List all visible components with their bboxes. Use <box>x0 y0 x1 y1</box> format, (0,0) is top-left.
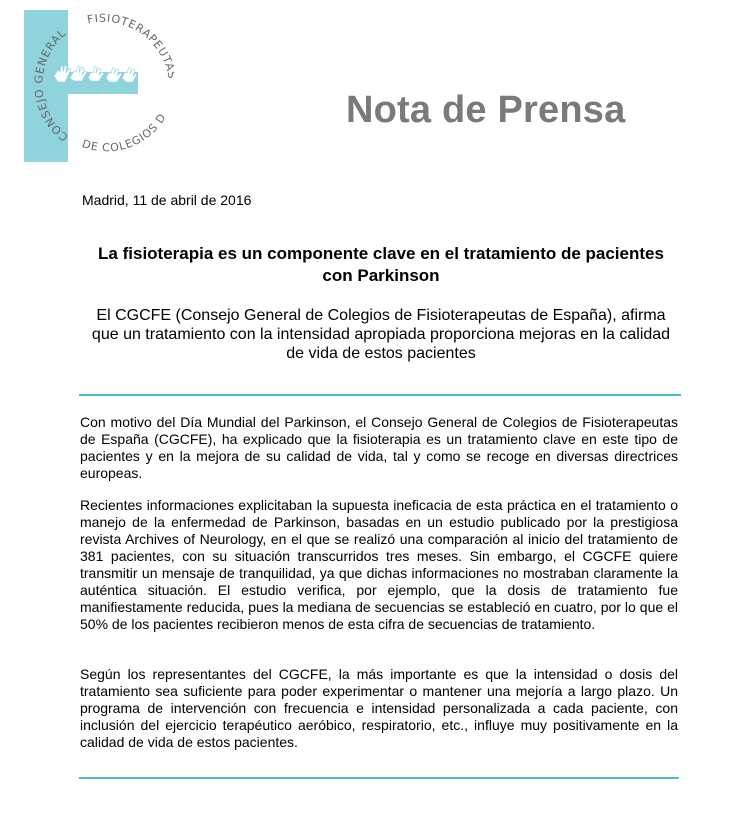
divider-top <box>79 394 681 396</box>
body-paragraph-2: Recientes informaciones explicitaban la supuesta ineficacia de esta práctica en el tratamiento o manejo de la enfermedad de Parkinson, basadas en un estudio publicado por la prestigiosa revista Archives of Neurology, en el que se realizó una comparación al inicio del tratamiento de 381 pacientes, con su situación transcurridos tres meses. Sin embargo, el CGCFE quiere transmitir un mensaje de tranquilidad, ya que dichas informaciones no mostraban claramente la auténtica situación. El estudio verifica, por ejemplo, que la dosis de tratamiento fue manifiestamente reducida, pues la mediana de secuencias se estableció en cuatro, por lo que el 50% de los pacientes recibieron menos de esta cifra de secuencias de tratamiento. <box>80 497 678 632</box>
press-release-title: Nota de Prensa <box>346 89 626 131</box>
cgcfe-logo <box>24 10 174 162</box>
body-paragraph-3: Según los representantes del CGCFE, la más importante es que la intensidad o dosis del tratamiento sea suficiente para poder experimentar o mantener una mejoría a largo plazo. Un programa de intervención con frecuencia e intensidad personalizada a cada paciente, con inclusión del ejercicio terapéutico aeróbico, respiratorio, etc., influye muy positivamente en la calidad de vida de estos pacientes. <box>80 666 678 750</box>
divider-bottom <box>79 777 679 779</box>
headline: La fisioterapia es un componente clave en el tratamiento de pacientes con Parkinson <box>98 244 664 285</box>
subheadline: El CGCFE (Consejo General de Colegios de Fisioterapeutas de España), afirma que un tratamiento con la intensidad apropiada proporciona mejoras en la calidad de vida de estos pacientes <box>91 307 671 362</box>
release-date: Madrid, 11 de abril de 2016 <box>82 192 252 208</box>
svg-text:CONSEJO GENERAL: CONSEJO GENERAL <box>32 26 71 144</box>
svg-text:FISIOTERAPEUTAS: FISIOTERAPEUT <box>86 11 174 66</box>
body-paragraph-1: Con motivo del Día Mundial del Parkinson, el Consejo General de Colegios de Fisioterapeutas de España (CGCFE), ha explicado que la fisioterapia es un tratamiento clave en este tipo de pacientes y en la mejora de su calidad de vida, tal y como se recoge en diversas directrices europeas. <box>80 414 678 481</box>
cgcfe-logo-graphic <box>24 10 174 162</box>
svg-text:DE COLEGIOS DE: DE COLEGIOS D <box>80 110 169 155</box>
